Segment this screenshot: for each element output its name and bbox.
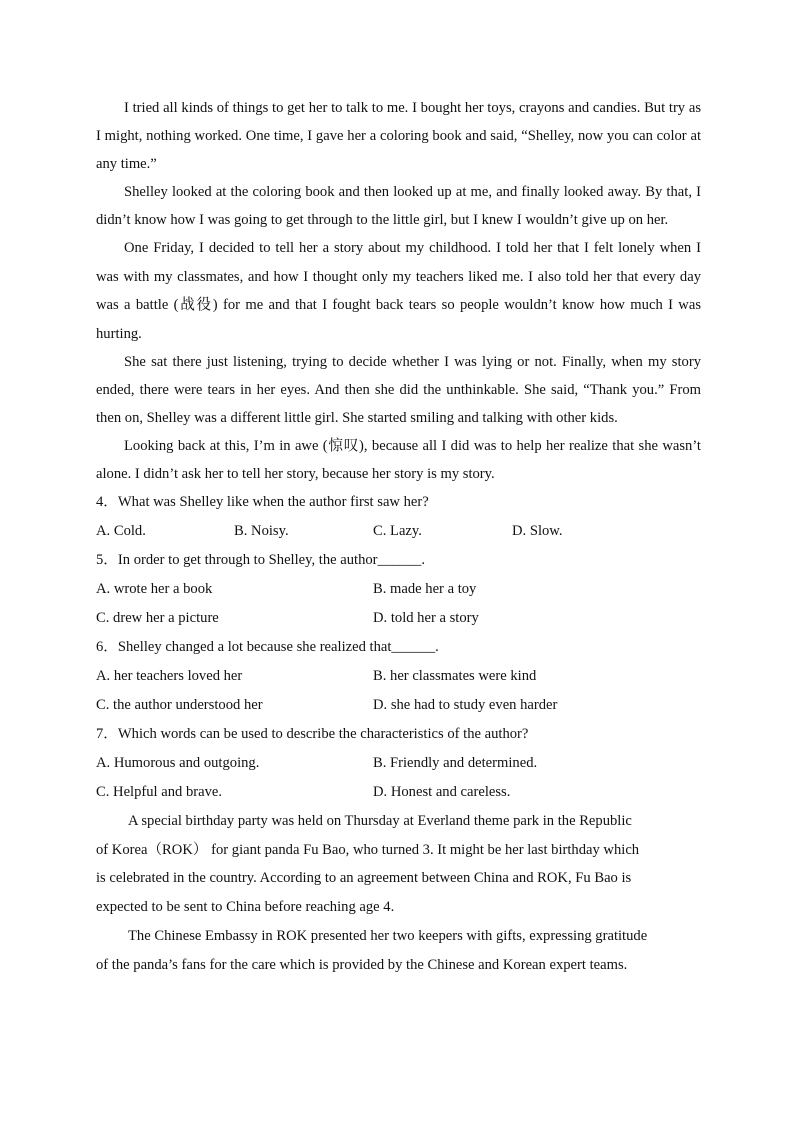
option-a: A. wrote her a book: [96, 581, 213, 597]
paragraph-line: expected to be sent to China before reaching age 4.: [96, 899, 395, 916]
options-row: [96, 575, 701, 604]
paragraph-line: of Korea（ROK） for giant panda Fu Bao, who turned 3. It might be her last birthday which: [96, 841, 640, 858]
paragraph: I tried all kinds of things to get her to talk to me. I bought her toys, crayons and candies. But try as I might, nothing worked. One time, I gave her a coloring book and said, “Shelley, now you can color at any time.”: [96, 100, 701, 172]
option-a: A. her teachers loved her: [96, 668, 243, 684]
option-b: B. Noisy.: [234, 523, 289, 539]
option-d: D. she had to study even harder: [373, 697, 558, 713]
paragraph: She sat there just listening, trying to decide whether I was lying or not. Finally, when my story ended, there were tears in her eyes. And then she did the unthinkable. She said, “Thank you.” From then on, Shelley was a different little girl. She started smiling and talking with other kids.: [96, 354, 701, 426]
paragraph: Looking back at this, I’m in awe (惊叹), because all I did was to help her realize that she wasn’t alone. I didn’t ask her to tell her story, because her story is my story.: [96, 438, 701, 482]
paragraph-line: of the panda’s fans for the care which is provided by the Chinese and Korean expert teams.: [96, 956, 628, 973]
question-6: [96, 633, 701, 720]
option-d: D. Honest and careless.: [373, 784, 511, 800]
question-5: [96, 546, 701, 633]
question-7: [96, 720, 701, 807]
options-row: [96, 749, 701, 778]
options-row: [96, 604, 701, 633]
question-stem: 5．In order to get through to Shelley, the author______.: [96, 552, 425, 568]
option-a: A. Cold.: [96, 523, 146, 539]
options-row: [96, 517, 701, 546]
option-a: A. Humorous and outgoing.: [96, 755, 260, 771]
option-c: C. the author understood her: [96, 697, 263, 713]
paragraph-first-line: A special birthday party was held on Thursday at Everland theme park in the Republic: [128, 813, 632, 829]
options-row: [96, 691, 701, 720]
question-stem: 4．What was Shelley like when the author first saw her?: [96, 494, 429, 510]
option-d: D. Slow.: [512, 523, 563, 539]
question-stem: 6．Shelley changed a lot because she realized that______.: [96, 639, 439, 655]
option-b: B. her classmates were kind: [373, 668, 537, 684]
passage-1: [96, 94, 701, 488]
options-row: [96, 778, 701, 807]
document-page: [96, 94, 701, 979]
question-4: [96, 488, 701, 546]
passage-2: [96, 807, 701, 979]
paragraph: One Friday, I decided to tell her a story about my childhood. I told her that I felt lonely when I was with my classmates, and how I thought only my teachers liked me. I also told her that every day was a battle (战役) for me and that I fought back tears so people wouldn’t know how much I was hurting.: [96, 240, 701, 342]
paragraph: Shelley looked at the coloring book and then looked up at me, and finally looked away. By that, I didn’t know how I was going to get through to the little girl, but I knew I wouldn’t give up on her.: [96, 184, 701, 228]
option-c: C. Helpful and brave.: [96, 784, 223, 800]
option-b: B. Friendly and determined.: [373, 755, 538, 771]
option-c: C. Lazy.: [373, 523, 422, 539]
paragraph-line: is celebrated in the country. According to an agreement between China and ROK, Fu Bao is: [96, 870, 632, 887]
option-b: B. made her a toy: [373, 581, 477, 597]
paragraph-first-line: The Chinese Embassy in ROK presented her two keepers with gifts, expressing gratitude: [128, 927, 648, 944]
option-c: C. drew her a picture: [96, 610, 219, 626]
question-stem: 7．Which words can be used to describe the characteristics of the author?: [96, 726, 529, 742]
options-row: [96, 662, 701, 691]
option-d: D. told her a story: [373, 610, 479, 626]
